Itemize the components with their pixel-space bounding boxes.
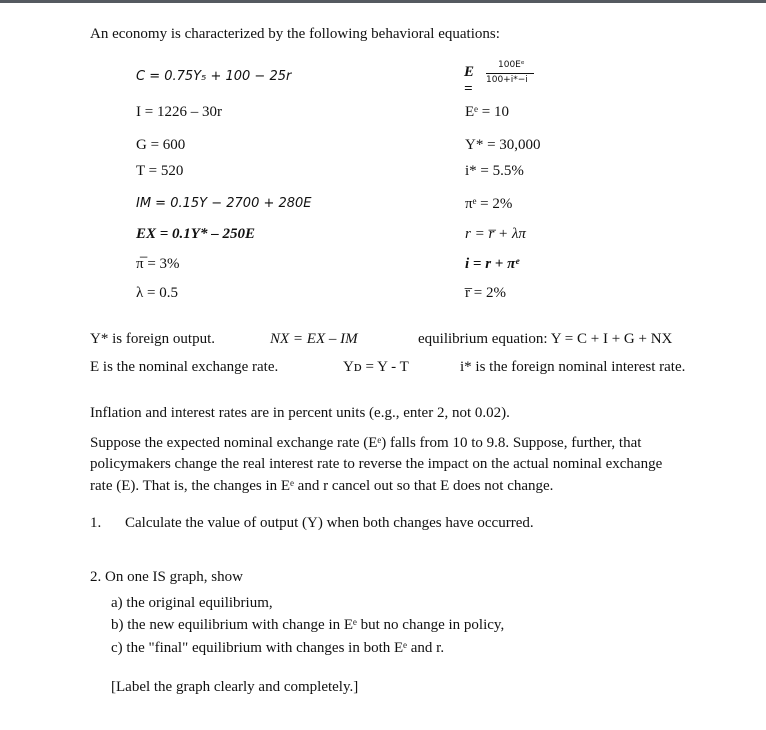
- intro-text: An economy is characterized by the following behavioral equations:: [90, 26, 500, 42]
- question2-part-c: c) the "final" equilibrium with changes in both Eᵉ and r.: [111, 640, 445, 656]
- question1-number: 1.: [90, 515, 102, 531]
- question2-part-b: b) the new equilibrium with change in Eᵉ but no change in policy,: [111, 617, 505, 633]
- eq-exchange-rate-denominator: 100+i*−i: [486, 75, 528, 85]
- def-disposable-income: Yᴅ = Y - T: [343, 359, 409, 375]
- fraction-bar: [486, 73, 534, 74]
- eq-investment: I = 1226 – 30r: [136, 104, 222, 120]
- eq-expected-inflation: πᵉ = 2%: [465, 196, 513, 212]
- eq-exchange-rate-numerator: 100Eᵉ: [498, 60, 525, 70]
- eq-foreign-output: Y* = 30,000: [465, 137, 541, 153]
- eq-taxes: T = 520: [136, 163, 184, 179]
- question2-lead: 2. On one IS graph, show: [90, 569, 243, 585]
- eq-lambda: λ = 0.5: [136, 285, 178, 301]
- eq-fisher: i = r + πᵉ: [465, 256, 520, 272]
- scenario-line: policymakers change the real interest rate to reverse the impact on the actual nominal exchange: [90, 456, 663, 472]
- scenario-line: rate (E). That is, the changes in Eᵉ and r cancel out so that E does not change.: [90, 478, 554, 494]
- eq-imports: IM = 0.15Y − 2700 + 280E: [136, 196, 312, 211]
- def-equilibrium: equilibrium equation: Y = C + I + G + NX: [418, 331, 673, 347]
- eq-foreign-rate: i* = 5.5%: [465, 163, 524, 179]
- question2-part-a: a) the original equilibrium,: [111, 595, 273, 611]
- eq-exchange-rate-lhs: E =: [464, 64, 475, 97]
- eq-government: G = 600: [136, 137, 186, 153]
- eq-consumption: C = 0.75Y₅ + 100 − 25r: [136, 69, 292, 84]
- def-net-exports: NX = EX – IM: [270, 331, 358, 347]
- eq-neutral-rate: r̅ = 2%: [465, 285, 506, 301]
- units-note: Inflation and interest rates are in percent units (e.g., enter 2, not 0.02).: [90, 405, 510, 421]
- eq-expected-exchange-rate: Eᵉ = 10: [465, 104, 509, 120]
- def-foreign-output: Y* is foreign output.: [90, 331, 215, 347]
- scenario-line: Suppose the expected nominal exchange rate (Eᵉ) falls from 10 to 9.8. Suppose, further, that: [90, 435, 642, 451]
- question2-note: [Label the graph clearly and completely.]: [111, 679, 359, 695]
- window-top-border: [0, 0, 766, 3]
- eq-inflation-bar: π̅ = 3%: [136, 256, 180, 272]
- def-foreign-rate: i* is the foreign nominal interest rate.: [460, 359, 686, 375]
- eq-taylor-rule: r = r̅ + λπ: [465, 226, 526, 242]
- eq-exports: EX = 0.1Y* – 250E: [136, 226, 255, 242]
- question1-text: Calculate the value of output (Y) when both changes have occurred.: [125, 515, 534, 531]
- def-exchange-rate: E is the nominal exchange rate.: [90, 359, 279, 375]
